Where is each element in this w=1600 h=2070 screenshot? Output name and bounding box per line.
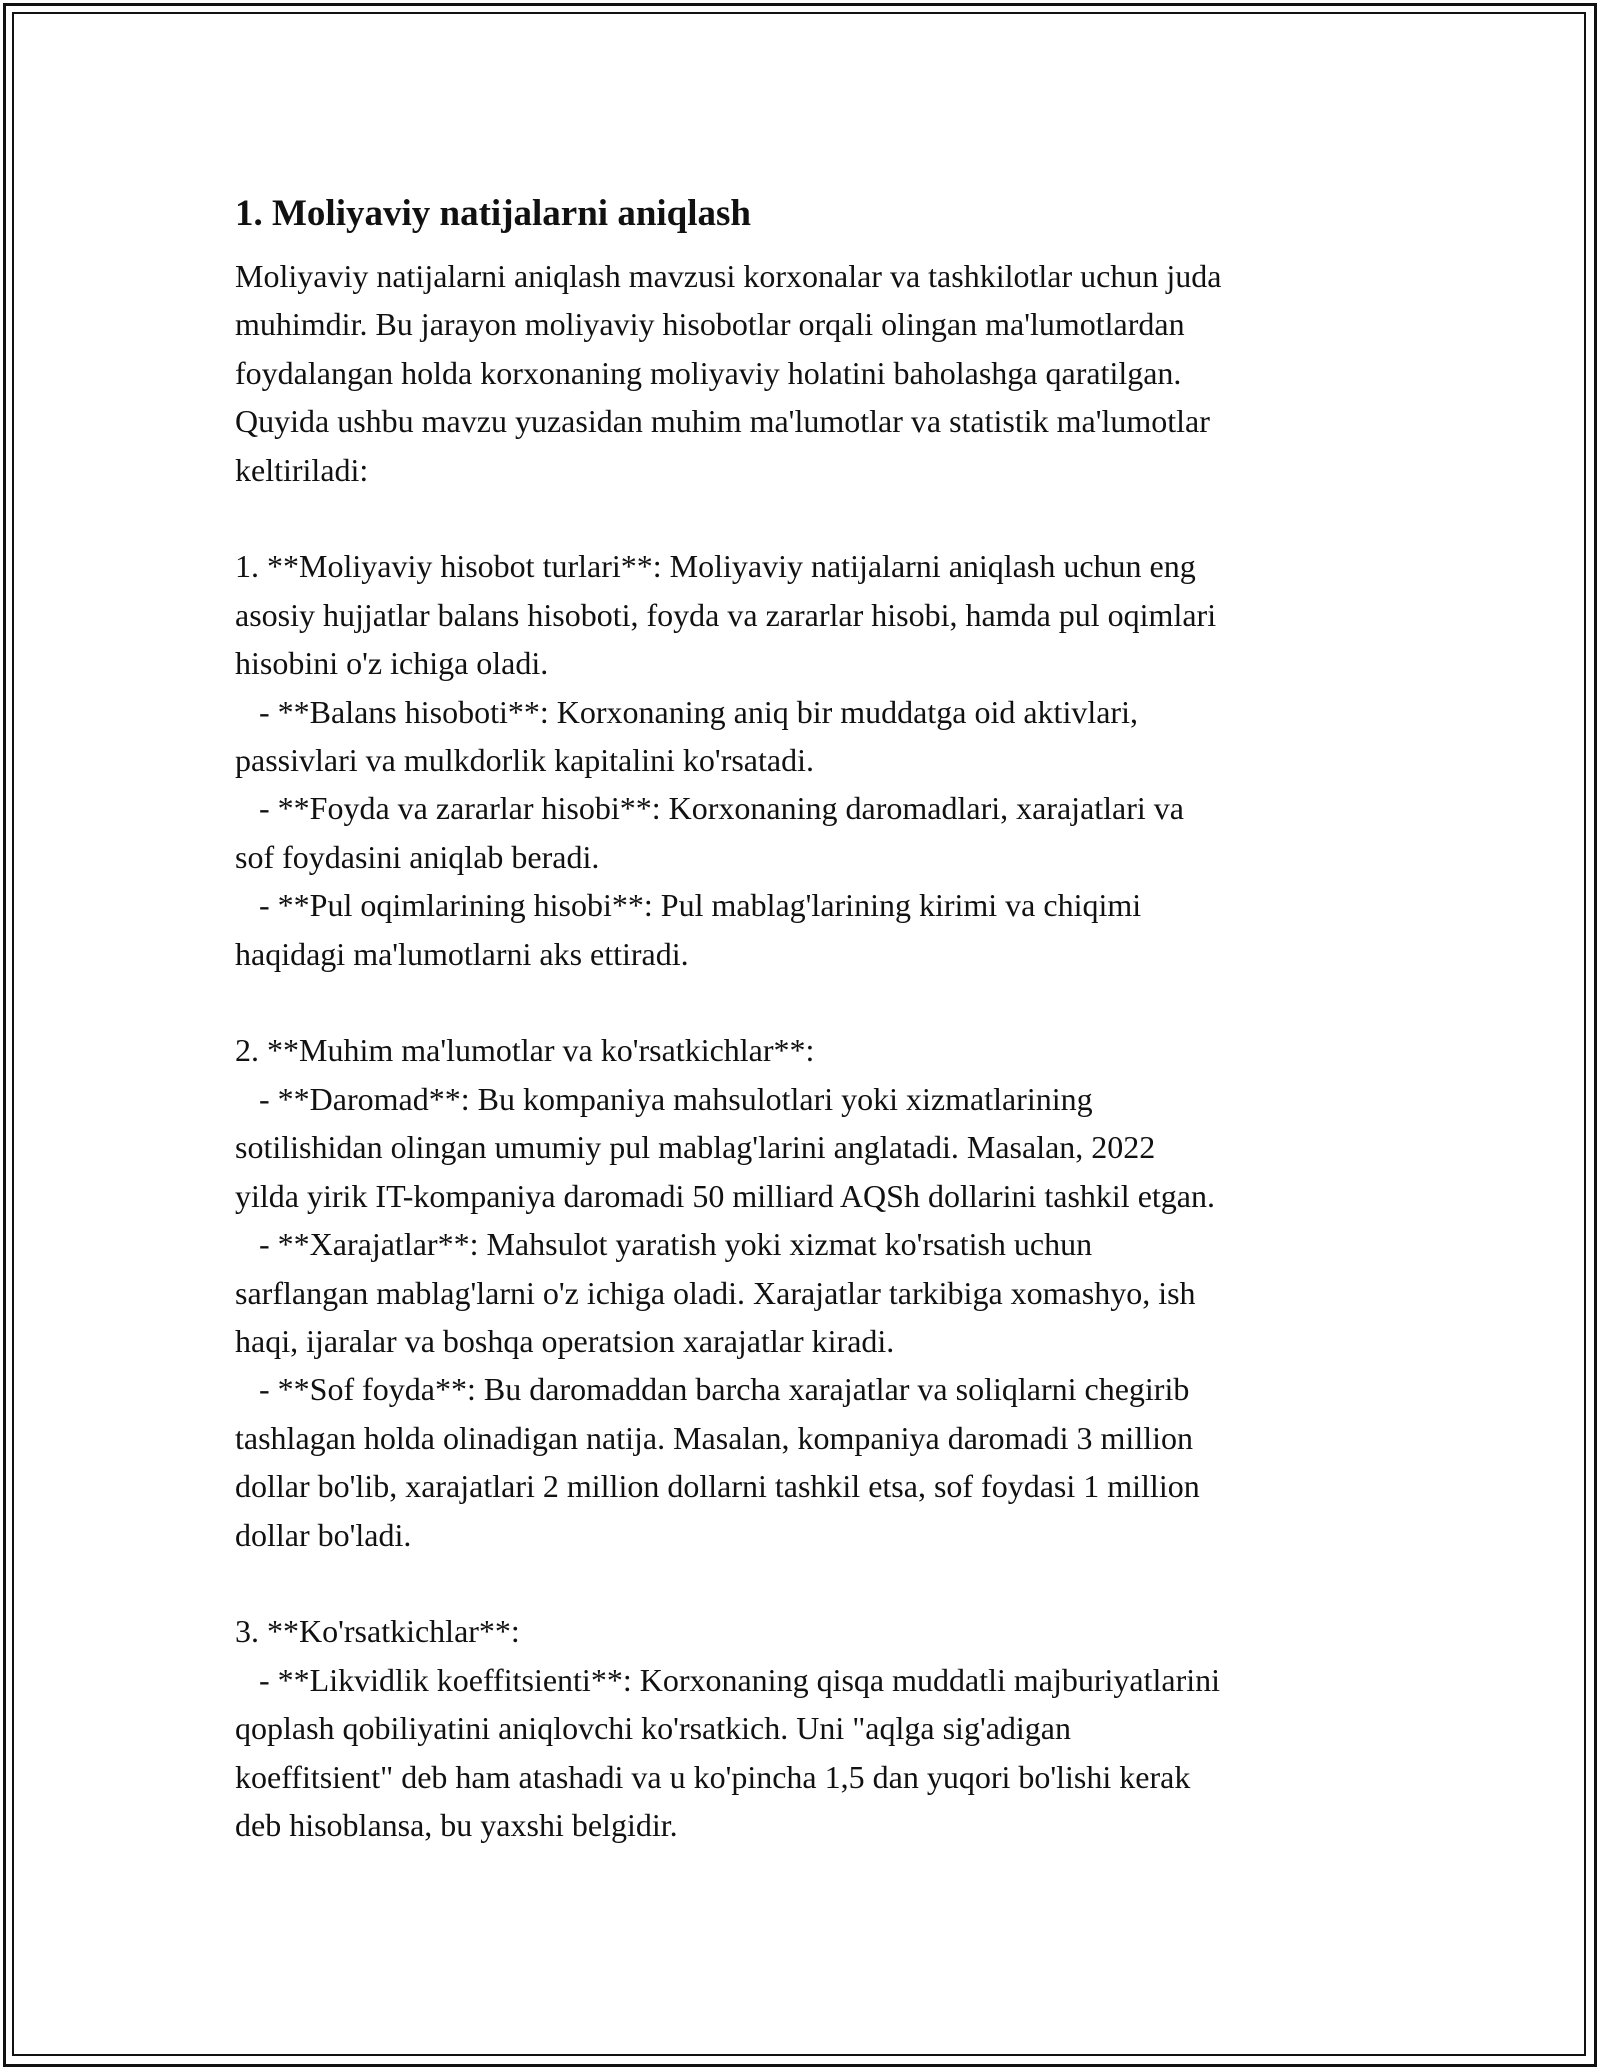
text-line: Quyida ushbu mavzu yuzasidan muhim ma'lumotlar va statistik ma'lumotlar xyxy=(235,403,1210,440)
text-line xyxy=(235,978,1385,1026)
text-line: yilda yirik IT-kompaniya daromadi 50 milliard AQSh dollarini tashkil etgan. xyxy=(235,1177,1215,1214)
text-line: - **Pul oqimlarining hisobi**: Pul mablag'larining kirimi va chiqimi xyxy=(235,887,1142,924)
body-text xyxy=(235,252,1385,1849)
text-line: qoplash qobiliyatini aniqlovchi ko'rsatkich. Uni "aqlga sig'adigan xyxy=(235,1710,1071,1747)
text-line: - **Xarajatlar**: Mahsulot yaratish yoki xizmat ko'rsatish uchun xyxy=(235,1226,1093,1263)
text-line: Moliyaviy natijalarni aniqlash mavzusi korxonalar va tashkilotlar uchun juda xyxy=(235,258,1222,294)
text-line: asosiy hujjatlar balans hisoboti, foyda va zararlar hisobi, hamda pul oqimlari xyxy=(235,596,1217,633)
text-line: dollar bo'ladi. xyxy=(235,1516,412,1553)
text-line: hisobini o'z ichiga oladi. xyxy=(235,645,549,682)
document-body xyxy=(235,186,1385,1849)
text-line: - **Daromad**: Bu kompaniya mahsulotlari yoki xizmatlarining xyxy=(235,1080,1093,1117)
text-line: deb hisoblansa, bu yaxshi belgidir. xyxy=(235,1806,678,1843)
text-line: keltiriladi: xyxy=(235,451,369,488)
text-line: 2. **Muhim ma'lumotlar va ko'rsatkichlar**: xyxy=(235,1032,815,1069)
text-line: 1. **Moliyaviy hisobot turlari**: Moliyaviy natijalarni aniqlash uchun eng xyxy=(235,548,1196,585)
text-line: muhimdir. Bu jarayon moliyaviy hisobotlar orqali olingan ma'lumotlardan xyxy=(235,306,1185,343)
text-line: passivlari va mulkdorlik kapitalini ko'rsatadi. xyxy=(235,742,814,779)
text-line: - **Sof foyda**: Bu daromaddan barcha xarajatlar va soliqlarni chegirib xyxy=(235,1371,1190,1408)
text-line: 3. **Ko'rsatkichlar**: xyxy=(235,1613,520,1650)
text-line: tashlagan holda olinadigan natija. Masalan, kompaniya daromadi 3 million xyxy=(235,1419,1193,1456)
text-line: sof foydasini aniqlab beradi. xyxy=(235,838,600,875)
text-line xyxy=(235,494,1385,542)
text-line: sarflangan mablag'larni o'z ichiga oladi. Xarajatlar tarkibiga xomashyo, ish xyxy=(235,1274,1196,1311)
text-line: haqidagi ma'lumotlarni aks ettiradi. xyxy=(235,935,689,972)
text-line: koeffitsient" deb ham atashadi va u ko'pincha 1,5 dan yuqori bo'lishi kerak xyxy=(235,1758,1191,1795)
text-line: - **Likvidlik koeffitsienti**: Korxonaning qisqa muddatli majburiyatlarini xyxy=(235,1661,1221,1698)
text-line: - **Balans hisoboti**: Korxonaning aniq bir muddatga oid aktivlari, xyxy=(235,693,1138,730)
section-heading: 1. Moliyaviy natijalarni aniqlash xyxy=(235,193,752,234)
text-line: - **Foyda va zararlar hisobi**: Korxonaning daromadlari, xarajatlari va xyxy=(235,790,1184,827)
text-line: haqi, ijaralar va boshqa operatsion xarajatlar kiradi. xyxy=(235,1322,895,1359)
text-line: sotilishidan olingan umumiy pul mablag'larini anglatadi. Masalan, 2022 xyxy=(235,1129,1156,1166)
text-line: dollar bo'lib, xarajatlari 2 million dollarni tashkil etsa, sof foydasi 1 million xyxy=(235,1468,1200,1505)
text-line: foydalangan holda korxonaning moliyaviy holatini baholashga qaratilgan. xyxy=(235,354,1182,391)
text-line xyxy=(235,1559,1385,1607)
